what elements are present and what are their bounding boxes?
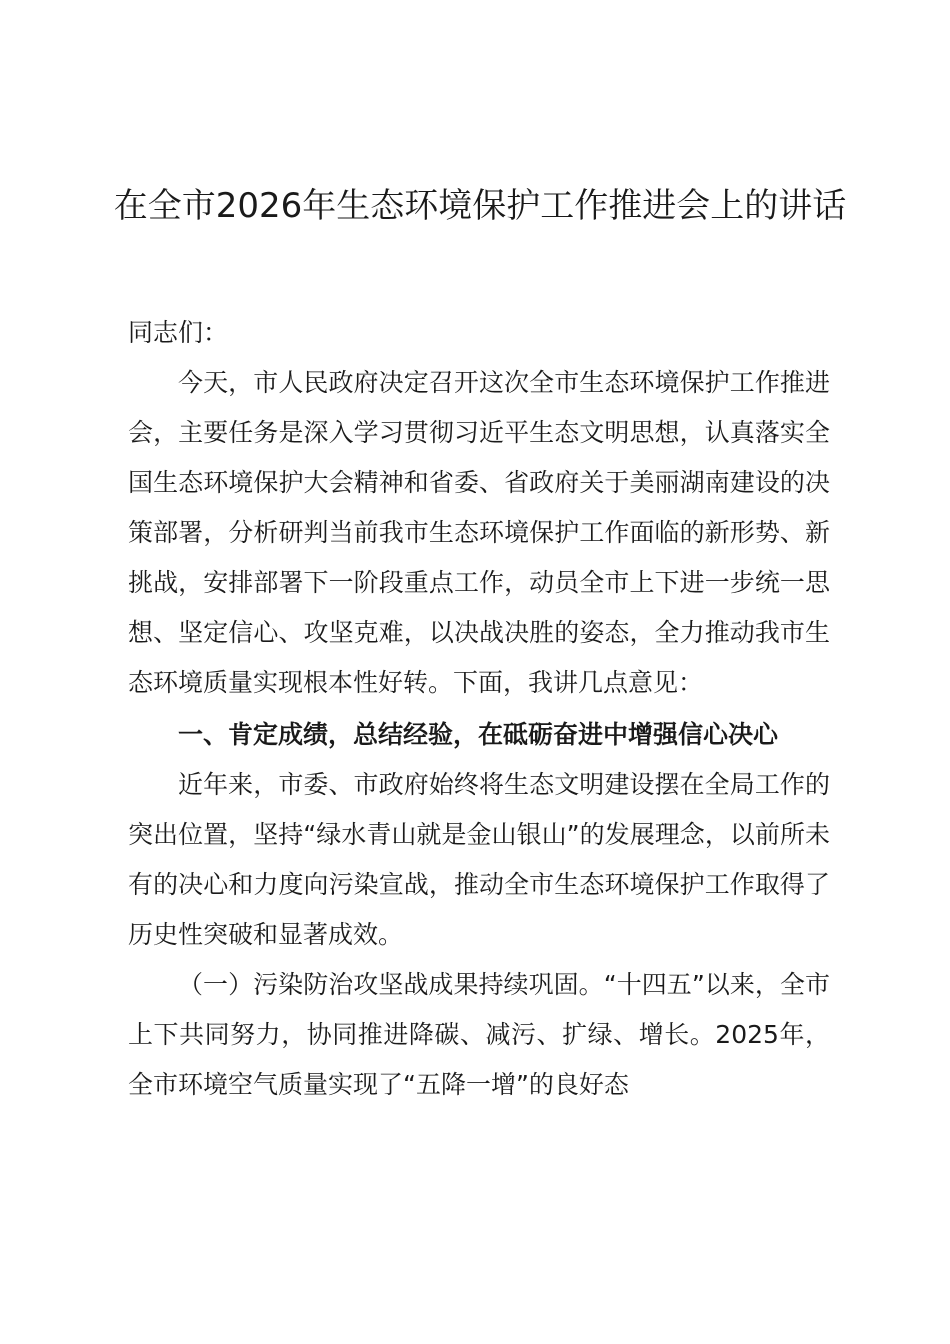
subsection-paragraph: （一）污染防治攻坚战成果持续巩固。“十四五”以来，全市上下共同努力，协同推进降碳、减污、扩绿、增长。2025年，全市环境空气质量实现了“五降一增”的良好态	[128, 970, 830, 1099]
document-body	[128, 308, 830, 1110]
document-title: 在全市2026年生态环境保护工作推进会上的讲话	[113, 186, 847, 226]
section-heading: 一、肯定成绩，总结经验，在砥砺奋进中增强信心决心	[178, 720, 779, 749]
intro-paragraph: 今天，市人民政府决定召开这次全市生态环境保护工作推进会，主要任务是深入学习贯彻习近平生态文明思想，认真落实全国生态环境保护大会精神和省委、省政府关于美丽湖南建设的决策部署，分析研判当前我市生态环境保护工作面临的新形势、新挑战，安排部署下一阶段重点工作，动员全市上下进一步统一思想、坚定信心、攻坚克难，以决战决胜的姿态，全力推动我市生态环境质量实现根本性好转。下面，我讲几点意见：	[128, 368, 830, 697]
section-paragraph: 近年来，市委、市政府始终将生态文明建设摆在全局工作的突出位置，坚持“绿水青山就是金山银山”的发展理念，以前所未有的决心和力度向污染宣战，推动全市生态环境保护工作取得了历史性突破和显著成效。	[128, 770, 830, 949]
salutation: 同志们：	[128, 318, 229, 347]
